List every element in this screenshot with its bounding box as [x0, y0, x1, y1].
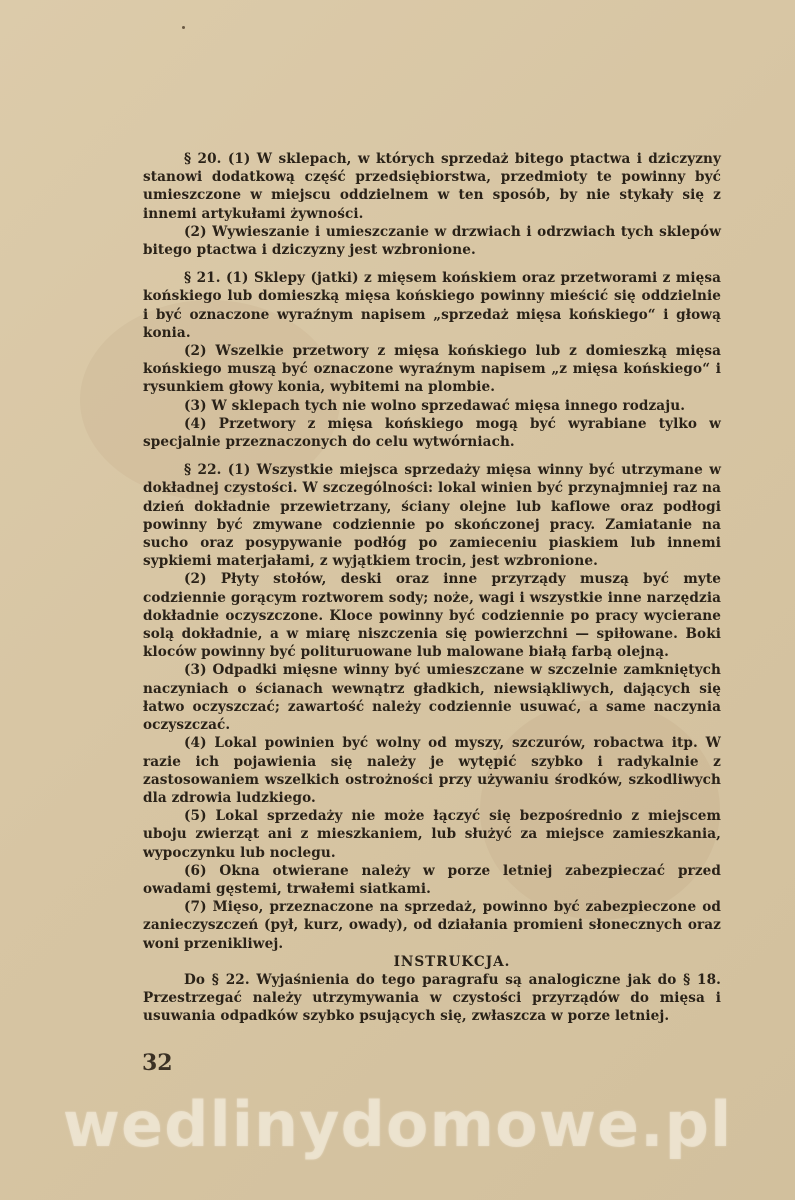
paragraph-22-3: (3) Odpadki mięsne winny być umieszczane w szczelnie zamkniętych naczyniach o ścianach wewnątrz gładkich, niewsiąkliwych, dających się łatwo oczyszczać; zawartość należy codziennie usuwać, a same naczynia oczyszczać. — [143, 662, 721, 734]
paragraph-21-3: (3) W sklepach tych nie wolno sprzedawać mięsa innego rodzaju. — [184, 397, 686, 414]
body-text — [143, 150, 721, 1026]
paragraph-21-2: (2) Wszelkie przetwory z mięsa końskiego lub z domieszką mięsa końskiego muszą być oznaczone wyraźnym napisem „z mięsa końskiego“ i rysunkiem głowy konia, wybitemi na plombie. — [143, 343, 721, 396]
paragraph-20-1: § 20. (1) W sklepach, w których sprzedaż bitego ptactwa i dziczyzny stanowi dodatkową część przedsiębiorstwa, przedmioty te powinny być umieszczone w miejscu oddzielnem w ten sposób, by nie stykały się z innemi artykułami żywności. — [143, 151, 721, 222]
instruction-text: Do § 22. Wyjaśnienia do tego paragrafu są analogiczne jak do § 18. Przestrzegać należy utrzymywania w czystości przyrządów do mięsa i usuwania odpadków szybko psujących się, zwłaszcza w porze letniej. — [143, 971, 721, 1025]
paragraph-21-1: § 21. (1) Sklepy (jatki) z mięsem końskiem oraz przetworami z mięsa końskiego lub domieszką mięsa końskiego powinny mieścić się oddzielnie i być oznaczone wyraźnym napisem „sprzedaż mięsa końskiego“ i głową konia. — [143, 270, 721, 341]
site-watermark: wedlinydomowe.pl — [62, 1088, 733, 1161]
instruction-title: INSTRUKCJA. — [393, 953, 511, 970]
paragraph-22-4: (4) Lokal powinien być wolny od myszy, szczurów, robactwa itp. W razie ich pojawienia się należy je wytępić szybko i radykalnie z zastosowaniem wszelkich ostrożności przy używaniu środków, szkodliwych dla zdrowia ludzkiego. — [143, 735, 721, 806]
page-number: 32 — [142, 1050, 173, 1076]
paragraph-22-1: § 22. (1) Wszystkie miejsca sprzedaży mięsa winny być utrzymane w dokładnej czystości. W szczególności: lokal winien być przynajmniej raz na dzień dokładnie przewietrzany, ściany olejne lub kaflowe oraz podłogi powinny być zmywane codziennie po skończonej pracy. Zamiatanie na sucho oraz posypywanie podłóg po zamieceniu piaskiem lub innemi sypkiemi materjałami, z wyjątkiem trocin, jest wzbronione. — [143, 462, 721, 570]
paragraph-22-2: (2) Płyty stołów, deski oraz inne przyrządy muszą być myte codziennie gorącym roztworem sody; noże, wagi i wszystkie inne narzędzia dokładnie oczyszczone. Kloce powinny być codziennie po pracy wycierane solą dokładnie, a w miarę niszczenia się powierzchni — spiłowane. Boki kloców powinny być polituruowane lub malowane białą farbą olejną. — [143, 571, 721, 661]
paragraph-22-7: (7) Mięso, przeznaczone na sprzedaż, powinno być zabezpieczone od zanieczyszczeń (pył, kurz, owady), od działania promieni słonecznych oraz woni przenikliwej. — [143, 899, 721, 952]
paragraph-22-6: (6) Okna otwierane należy w porze letniej zabezpieczać przed owadami gęstemi, trwałemi siatkami. — [143, 862, 721, 897]
ink-speck — [182, 26, 185, 29]
paragraph-21-4: (4) Przetwory z mięsa końskiego mogą być wyrabiane tylko w specjalnie przeznaczonych do celu wytwórniach. — [143, 415, 721, 451]
paragraph-22-5: (5) Lokal sprzedaży nie może łączyć się bezpośrednio z miejscem uboju zwierząt ani z mieszkaniem, lub służyć za miejsce zamieszkania, wypoczynku lub noclegu. — [143, 808, 721, 861]
paragraph-20-2: (2) Wywieszanie i umieszczanie w drzwiach i odrzwiach tych sklepów bitego ptactwa i dziczyzny jest wzbronione. — [143, 223, 721, 259]
